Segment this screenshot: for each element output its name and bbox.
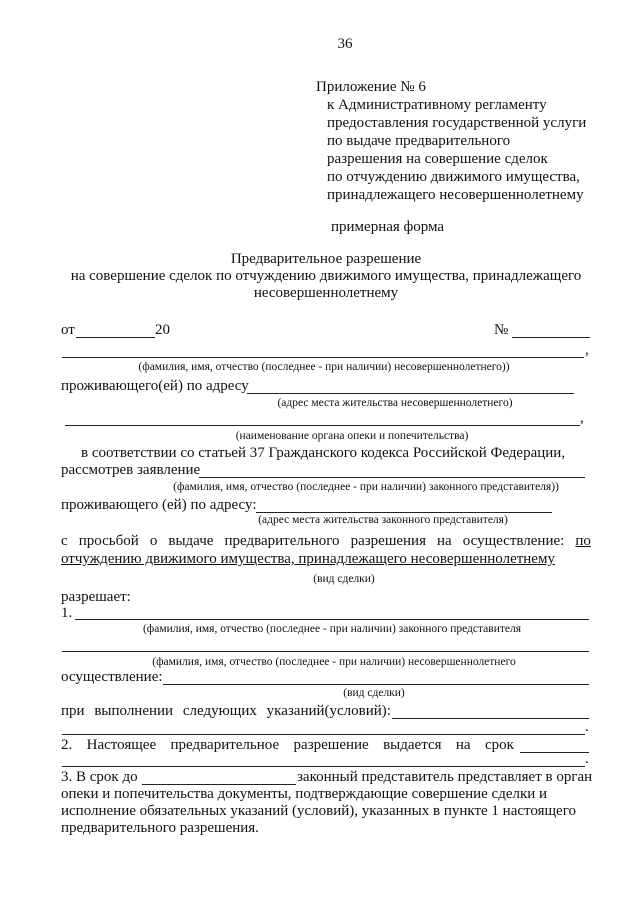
conditions-line [61,703,391,720]
appendix-line: принадлежащего несовершеннолетнему [327,187,584,203]
item-3-line-4: предварительного разрешения. [61,820,259,836]
caption-rep-address: (адрес места жительства законного представителя) [258,514,508,526]
from-label: от [61,322,75,338]
heading-line-3: несовершеннолетнему [253,285,399,301]
comma: , [585,342,589,358]
term-field-2[interactable] [62,766,585,767]
item-2-word: разрешение [293,737,369,753]
item-2-word: на [455,737,471,753]
year-prefix: 20 [155,322,170,338]
considered-label: рассмотрев заявление [61,462,201,478]
permits-label: разрешает: [61,589,131,605]
heading-line-2: на совершение сделок по отчуждению движимого имущества, принадлежащего [70,268,582,284]
heading-line-1: Предварительное разрешение [230,251,422,267]
appendix-line: предоставления государственной услуги [327,115,587,131]
minor-name-field[interactable] [62,357,584,358]
conditions-word: при [61,703,85,719]
caption-deal-type: (вид сделки) [313,573,375,585]
execution-label: осуществление: [61,669,163,685]
item-2-word: предварительное [170,737,280,753]
execution-field[interactable] [163,684,589,685]
authority-field[interactable] [65,425,580,426]
request-line [61,533,591,550]
item-2-word: срок [484,737,514,753]
caption-minor-name: (фамилия, имя, отчество (последнее - при наличии) несовершеннолетнего)) [138,361,510,373]
item-1-number: 1. [61,605,73,621]
item-3-line-2: опеки и попечительства документы, подтверждающие совершение сделки и [61,786,548,802]
conditions-field[interactable] [392,718,589,719]
request-word: разрешения [350,533,426,549]
caption-deal-type-2: (вид сделки) [343,687,405,699]
period: . [585,719,589,735]
caption-rep-name-2: (фамилия, имя, отчество (последнее - при наличии) законного представителя [142,623,522,635]
request-word: на [437,533,452,549]
civil-code-line: в соответствии со статьей 37 Гражданского кодекса Российской Федерации, [81,445,566,461]
caption-minor-address: (адрес места жительства несовершеннолетнего) [277,397,513,409]
item-2-word: Настоящее [86,737,157,753]
request-line-2: отчуждению движимого имущества, принадлежащего несовершеннолетнему [61,551,555,567]
page-number: 36 [337,36,353,52]
term-field[interactable] [520,752,589,753]
caption-rep-name: (фамилия, имя, отчество (последнее - при наличии) законного представителя)) [173,481,559,493]
appendix-line: разрешения на совершение сделок [327,151,548,167]
period: . [585,751,589,767]
caption-authority: (наименование органа опеки и попечительства) [235,430,469,442]
request-word: выдаче [168,533,214,549]
residing-label: проживающего(ей) по адресу [61,378,249,394]
rep-name-field[interactable] [75,619,589,620]
item-2-line [61,737,514,754]
comma: , [580,410,584,426]
date-field[interactable] [76,337,155,338]
conditions-word: выполнении [94,703,174,719]
conditions-field-2[interactable] [62,734,585,735]
request-word: осуществление: [462,533,565,549]
appendix-line: по отчуждению движимого имущества, [327,169,580,185]
appendix-line: по выдаче предварительного [327,133,511,149]
caption-minor-name-2: (фамилия, имя, отчество (последнее - при наличии) несовершеннолетнего [152,656,516,668]
number-field[interactable] [512,337,590,338]
request-word: о [149,533,158,549]
request-word: по [575,533,591,549]
conditions-word: следующих [182,703,257,719]
request-word: с [61,533,68,549]
item-2-word: 2. [61,737,73,753]
request-word: просьбой [78,533,139,549]
conditions-word: указаний(условий): [266,703,391,719]
minor-address-field[interactable] [247,393,574,394]
application-field[interactable] [199,477,585,478]
item-3-line-3: исполнение обязательных указаний (условий), указанных в пункте 1 настоящего [61,803,576,819]
item-2-word: выдается [383,737,442,753]
appendix-title: Приложение № 6 [316,79,426,95]
appendix-line: к Административному регламенту [327,97,547,113]
residing2-label: проживающего (ей) по адресу: [61,497,257,513]
deadline-field[interactable] [142,784,296,785]
number-label: № [494,322,509,338]
minor-name-field-2[interactable] [62,651,589,652]
item-3-prefix: 3. В срок до [61,769,138,785]
rep-address-field[interactable] [256,512,552,513]
form-type: примерная форма [331,219,445,235]
request-word: предварительного [224,533,340,549]
item-3-rest: законный представитель представляет в орган [297,769,593,785]
